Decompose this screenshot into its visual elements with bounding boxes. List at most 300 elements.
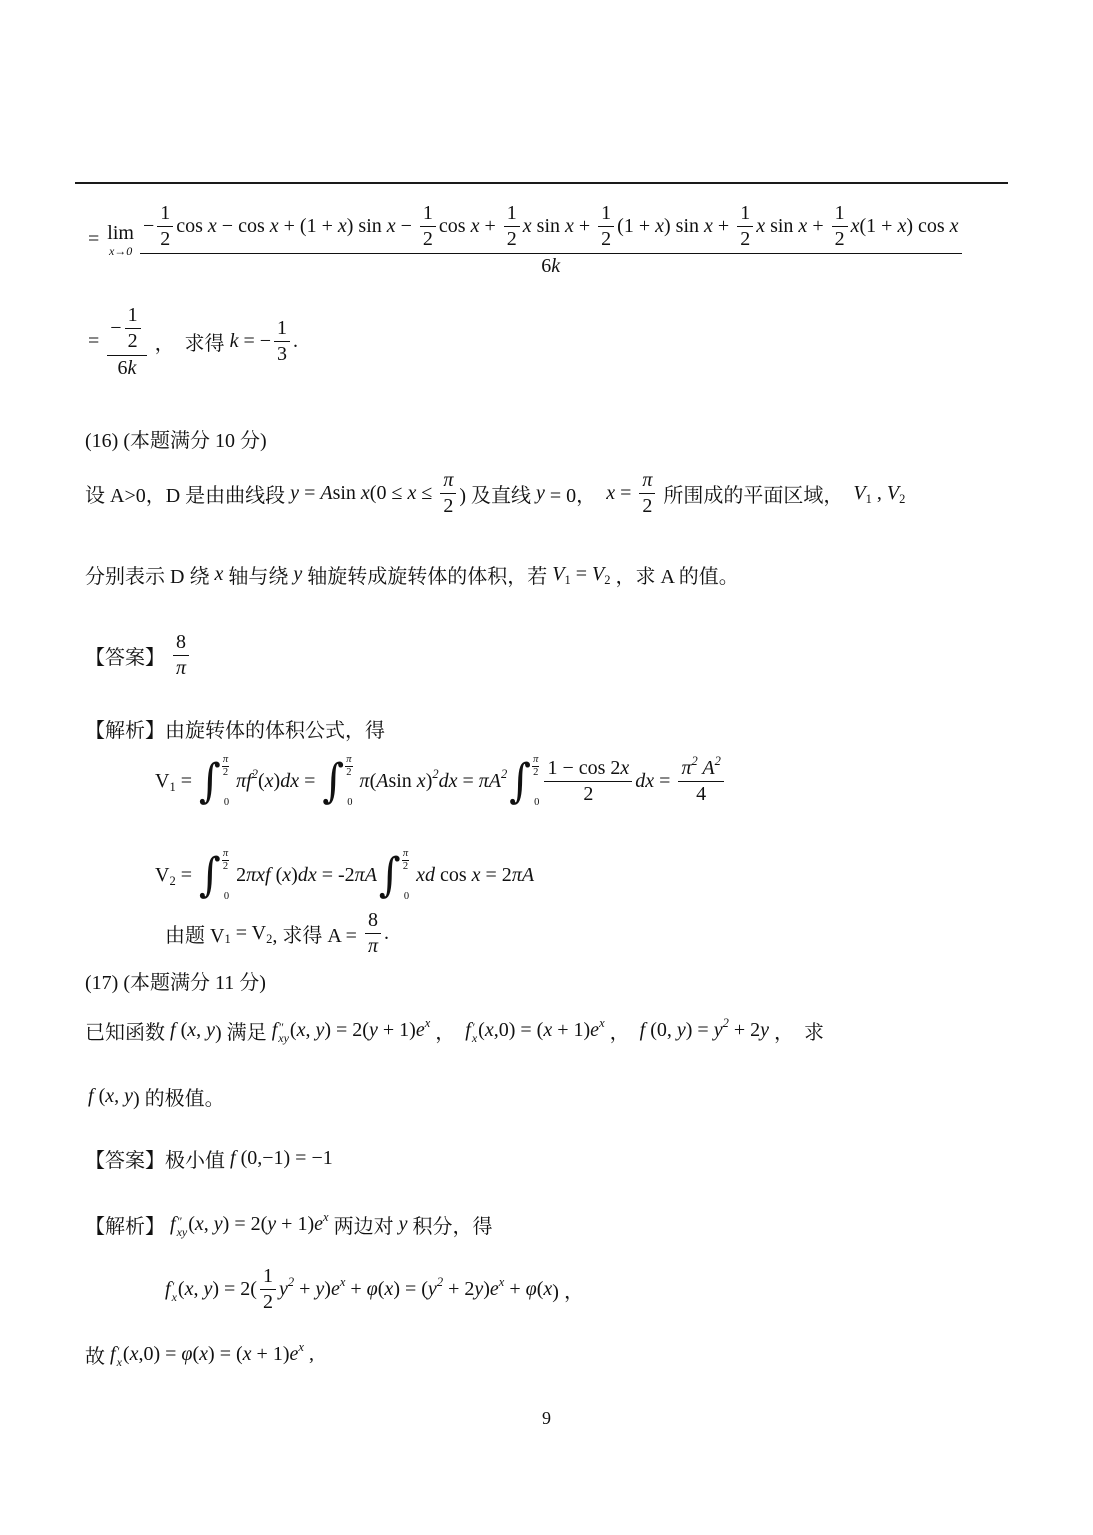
math-text: + [504,1278,526,1300]
math-text: sin [332,482,361,504]
math-text: 2 [127,330,138,352]
integral-lower-limit [222,798,229,809]
math-var: x [484,1019,494,1041]
integral-limits [532,754,539,808]
superscript: x [298,1340,304,1354]
fraction-denominator [157,227,173,252]
math-text: 6 [117,357,128,379]
fraction-numerator [532,754,539,767]
math-var: f [88,1085,94,1107]
fraction-denominator [639,494,655,519]
fraction-numerator [274,316,290,342]
fraction-denominator [532,767,539,779]
math-text: − cos [216,215,270,237]
math-text: + [479,215,501,237]
math-var: x [187,1019,197,1041]
problem-17-answer [85,1144,333,1173]
math-text: ,0) = [138,1343,182,1365]
fraction-denominator [504,227,520,252]
problem-16-analysis-intro: 【解析】由旋转体的体积公式，得 [85,720,385,742]
math-var: x [360,482,370,504]
fraction-denominator [260,1290,276,1315]
limit-under: x→0 [108,243,133,258]
integral-upper-limit [222,754,229,779]
math-var: x [386,215,396,237]
fraction-numerator [365,908,381,934]
fraction-numerator [832,201,848,227]
fraction-numerator [173,630,189,656]
math-var: x [194,1213,204,1235]
sup-sub-stack [117,1345,122,1368]
math-var: k [229,330,239,352]
math-text: , [193,1278,204,1300]
math-text: 所围成的平面区域， [658,485,854,507]
math-var: φ [366,1278,378,1300]
math-var: φ [181,1343,193,1365]
math-text: + [712,215,735,237]
math-text: 2 [601,228,612,250]
integral [199,754,229,808]
math-text: , [303,1343,314,1365]
math-var: y [368,1019,378,1041]
math-var: x [199,1343,209,1365]
math-text: 2 [222,861,229,873]
math-text: 【答案】 [85,647,170,669]
math-var: y [213,1213,223,1235]
math-var: π [354,769,370,792]
math-text: cos [176,215,208,237]
fraction-numerator [504,201,520,227]
math-text: , 求得 A = [272,925,362,947]
fraction-numerator [125,303,141,329]
fraction-denominator [598,227,614,252]
math-text: 分别表示 D 绕 [85,566,215,588]
math-text: + [807,215,829,237]
math-var: x [416,769,426,792]
math-text: ) cos [906,215,950,237]
math-text: + 1) [251,1343,290,1365]
fraction [222,848,229,873]
math-text: 已知函数 [85,1022,170,1044]
math-text: 1 [422,202,433,224]
integral-limits [222,848,229,902]
math-text: ) 的极值。 [133,1088,225,1110]
math-text: sin [765,215,799,237]
math-text: ) sin [346,215,387,237]
fraction [345,754,352,779]
math-text: 1 [740,202,751,224]
math-var: x [214,563,224,585]
fraction-denominator [222,861,229,873]
integral-lower-limit [532,798,539,809]
eq-limit-expansion [88,200,965,279]
fraction-denominator [365,934,381,959]
math-text: 0 [534,796,540,808]
math-var: x [655,215,665,237]
fraction [639,468,655,519]
integral-upper-limit [222,848,229,873]
eq-v1 [155,754,727,808]
math-var: x [756,215,766,237]
math-text: 设 A>0，D 是由曲线段 [85,485,291,507]
math-text: , [871,482,887,504]
math-text: + 1) [276,1213,315,1235]
math-var: πxf [246,863,271,886]
integral-lower-limit [345,798,352,809]
math-var: πf [231,769,252,792]
fraction-numerator [440,468,456,494]
math-var: π [367,935,378,957]
math-text: ，求 A 的值。 [610,566,739,588]
math-var: k [551,255,561,277]
eq-k-result [88,302,298,381]
math-var: φ [525,1278,537,1300]
math-text: cos [434,863,472,886]
fraction-numerator [345,754,352,767]
superscript: x [424,1016,431,1030]
math-var: x [337,215,347,237]
math-text: + 1) [552,1019,591,1041]
math-var: x [620,756,630,779]
math-var: πA [478,769,502,792]
math-var: x [704,215,713,237]
math-var: x [264,769,274,792]
math-var: f [170,1019,176,1041]
eq-phi-result [85,1340,314,1369]
math-text: 【答案】极小值 [85,1150,230,1172]
integral-limits [222,754,229,808]
fraction-denominator [832,227,848,252]
math-text: cos [438,215,471,237]
math-var: e [330,1278,340,1300]
math-text: (1 + [859,215,898,237]
math-text: . [383,922,389,944]
problem-16-statement-line2 [85,560,739,589]
limit-operator [107,223,134,257]
math-text: sin [388,769,417,792]
stack-sub: x [171,1290,177,1304]
subscript: 2 [169,873,176,888]
math-var: x [282,863,292,886]
math-var: x [798,215,808,237]
math-text: 1 [277,317,288,339]
math-var: e [489,1278,499,1300]
fraction-numerator [222,848,229,861]
stack-sup: ′ [116,1344,120,1358]
integral-sign-icon: ∫ [198,753,221,808]
math-text: 0 [223,890,230,902]
integral-upper-limit [402,848,409,873]
fraction [260,1264,276,1315]
math-text: + (1 + [278,215,338,237]
math-var: y [293,563,303,585]
math-var: e [590,1019,600,1041]
math-text: + 2 [443,1278,475,1300]
math-text: 1 − cos 2 [547,756,621,779]
math-text: ) [273,769,281,792]
fraction-denominator [274,342,290,367]
fraction-numerator [639,468,655,494]
fraction [737,201,753,252]
fraction [420,201,436,252]
math-text: ) = 2( [222,1213,268,1235]
superscript: 2 [287,1275,295,1289]
math-var: π [222,754,229,765]
integral [199,848,229,902]
math-var: x [296,1019,306,1041]
fraction-denominator [222,767,229,779]
math-text: 轴与绕 [223,566,294,588]
stack-sub: x [471,1031,478,1045]
fraction-numerator [598,201,614,227]
math-var: x [207,215,217,237]
integral-lower-limit [402,892,409,903]
math-text: − [395,215,417,237]
math-text: 2 [222,767,229,779]
math-var: π [222,848,229,859]
math-text: 2 [506,228,517,250]
superscript: 2 [722,1016,729,1030]
math-var: x [470,215,480,237]
fraction-numerator [402,848,409,861]
math-text: 2 [834,228,845,250]
math-var: V [591,563,605,585]
math-text: V [155,769,170,792]
math-var: dx [438,769,458,792]
sup-sub-stack [278,1021,289,1044]
fraction [157,201,173,252]
math-var: x [105,1085,115,1107]
math-var: y [278,1278,288,1300]
math-var: V [886,482,900,504]
math-text: ( [93,1085,106,1107]
math-var: f [639,1019,646,1041]
stack-sup: ′ [171,1279,175,1293]
math-text: 1 [834,202,845,224]
stack-sup: ′ [471,1020,475,1034]
math-var: y [398,1213,408,1235]
math-var: x [606,482,616,504]
math-var: f [271,1019,278,1041]
problem-17-goal [88,1082,225,1111]
math-text: + 2 [728,1019,761,1041]
stack-sup: ″ [278,1020,284,1034]
superscript: x [323,1210,329,1224]
fraction [222,754,229,779]
math-text: , [203,1213,214,1235]
problem-16-statement-line1 [85,468,905,519]
superscript: 2 [251,766,258,781]
superscript: 2 [714,753,721,768]
stack-sub: xy [278,1031,289,1045]
integral [509,754,539,808]
math-text: 2 [583,782,594,805]
math-text: (0, [645,1019,677,1041]
integral-sign-icon: ∫ [509,753,532,808]
fraction [125,303,141,354]
math-var: xd [411,863,435,886]
math-var: y [474,1278,484,1300]
math-text: 故 [85,1346,110,1368]
math-text: = − [238,330,272,352]
superscript: x [339,1275,346,1289]
integral-sign-icon: ∫ [322,753,345,808]
limit-label: lim [107,221,134,244]
math-text: ) = [685,1019,714,1041]
fraction [504,201,520,252]
eq-fx-partial [165,1264,584,1315]
sup-sub-stack [472,1021,477,1044]
math-var: x [850,215,860,237]
math-text: ( [536,1278,544,1300]
math-var: k [127,357,137,379]
sup-sub-stack [177,1215,188,1238]
math-text: = 0， [544,485,607,507]
math-text: ， 求 [769,1022,825,1044]
math-text: ( [377,1278,385,1300]
math-var: f [465,1019,471,1041]
fraction-denominator [737,227,753,252]
math-text: = [457,769,479,792]
fraction-denominator [173,656,189,681]
math-text: ( [257,769,265,792]
math-text: ) [425,769,433,792]
fraction-numerator [107,302,146,356]
math-text: 0 [223,796,230,808]
math-var: π [176,657,187,679]
problem-17-heading: (17) (本题满分 11 分) [85,972,266,994]
math-var: f [230,1147,236,1169]
superscript: 2 [501,766,508,781]
math-var: πA [354,863,377,886]
math-var: e [289,1343,299,1365]
math-text: + [345,1278,367,1300]
math-var: y [427,1278,437,1300]
math-text: = [570,563,592,585]
math-text: = [175,863,197,886]
math-text: 2 [262,1291,273,1313]
math-text: = -2 [316,863,355,886]
subscript: 2 [604,573,611,587]
math-var: y [676,1019,686,1041]
math-var: y [315,1278,325,1300]
math-text: (0 ≤ [369,482,408,504]
fraction-denominator [693,782,709,807]
integral-upper-limit [532,754,539,779]
math-text: , [114,1085,125,1107]
subscript: 2 [266,932,273,946]
subscript: 1 [865,492,872,506]
math-text: 1 [127,304,138,326]
fraction-denominator [345,767,352,779]
math-text: = [299,769,321,792]
fraction [365,908,381,959]
math-var: x [522,215,532,237]
fraction [678,753,723,807]
math-text: 1 [160,202,171,224]
math-text: 轴旋转成旋转体的体积，若 [302,566,553,588]
math-text: = [175,769,197,792]
math-text: 2 [402,861,409,873]
math-var: x [129,1343,139,1365]
math-text: 2 [533,767,539,779]
math-var: e [415,1019,425,1041]
math-var: y [124,1085,134,1107]
fraction [402,848,409,873]
math-text: + 1) [377,1019,416,1041]
math-text: 1 [262,1265,273,1287]
math-var: x [949,215,959,237]
math-var: y [315,1019,325,1041]
math-var: y [203,1278,213,1300]
math-text: 0 [403,890,410,902]
math-var: πA [511,863,535,886]
stack-sub: xy [176,1225,188,1239]
integral-limits [345,754,352,808]
math-text: ) ， [552,1281,584,1303]
math-var: x [897,215,907,237]
math-text: ， 求得 [149,333,230,355]
math-text: 2 [160,228,171,250]
eq-v2 [155,848,534,902]
subscript: 1 [224,932,231,946]
integral-sign-icon: ∫ [378,847,401,902]
math-var: x [184,1278,194,1300]
subscript: 2 [899,492,906,506]
math-text: ( [478,1019,485,1041]
math-text: ， [604,1022,640,1044]
fraction [544,756,632,807]
math-text: 积分，得 [407,1216,493,1238]
math-var: π [533,754,539,765]
math-text: ( [192,1343,200,1365]
math-var: x [543,1278,553,1300]
math-text: 两边对 [328,1216,399,1238]
math-text: = [654,769,676,792]
fraction [598,201,614,252]
math-var: π [402,848,409,859]
math-text: ,0) = ( [493,1019,544,1041]
sup-sub-stack [172,1280,177,1303]
superscript: 2 [432,766,439,781]
math-text: ， [430,1022,466,1044]
fraction-denominator [420,227,436,252]
math-text: ≤ [416,482,438,504]
math-text: = [88,228,105,250]
math-var: x [543,1019,553,1041]
fraction-denominator [402,861,409,873]
math-text: = [299,482,321,504]
math-var: f [165,1278,171,1300]
math-var: y [536,482,545,504]
fraction-numerator [157,201,173,227]
problem-17-given [85,1016,824,1045]
math-text: ) [291,863,298,886]
superscript: x [599,1016,605,1030]
math-text: 6 [541,255,552,277]
math-text: = V [230,922,267,944]
math-text: 8 [367,909,378,931]
fraction-numerator [222,754,229,767]
math-text: ( [188,1213,195,1235]
math-text: ( [289,1019,297,1041]
math-text: ( [177,1278,185,1300]
superscript: x [498,1275,505,1289]
math-text: 1 [506,202,517,224]
superscript: 2 [436,1275,444,1289]
math-text: sin [531,215,565,237]
math-text: ( [369,769,377,792]
